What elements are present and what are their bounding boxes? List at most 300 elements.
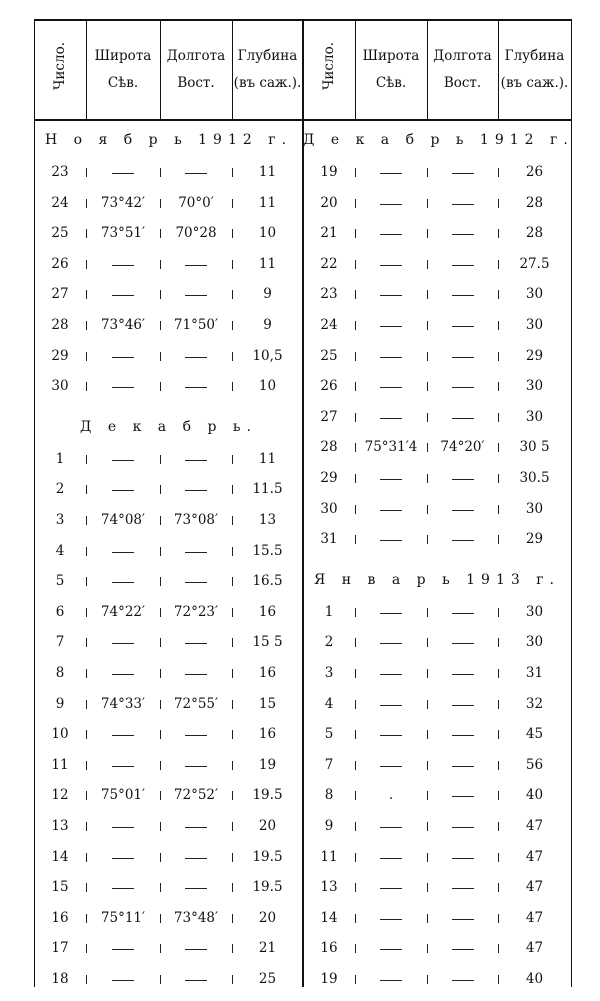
day-cell: 22 [320,255,338,272]
lon-empty-dash [452,705,474,706]
depth-cell: 13 [258,512,277,528]
lat-empty-dash [380,980,402,981]
day-cell: 29 [51,347,69,364]
day-cell: 7 [55,634,65,651]
lat-empty-dash [380,357,402,358]
column-tick [427,413,428,422]
day-cell: 7 [324,756,334,773]
depth-cell: 47 [525,818,544,834]
day-cell: 25 [320,347,338,364]
column-tick [427,352,428,361]
column-tick [498,413,499,422]
column-tick [498,761,499,770]
column-tick [232,455,233,464]
lon-empty-dash [452,827,474,828]
column-tick [86,853,87,862]
header-lat-line: Широта [94,48,152,64]
depth-cell: 30 [525,634,544,651]
column-tick [355,608,356,617]
column-tick [498,975,499,984]
lat-empty-dash [112,387,134,388]
column-tick [232,382,233,391]
lon-empty-dash [185,674,207,675]
lat-cell: . [388,787,394,804]
lat-empty-dash [112,173,134,174]
column-tick [232,485,233,494]
depth-cell: 11 [258,255,277,272]
day-cell: 29 [320,470,338,486]
lon-empty-dash [452,357,474,358]
column-tick [355,975,356,984]
column-tick [355,883,356,892]
lat-empty-dash [380,919,402,920]
day-cell: 1 [324,603,334,620]
lon-empty-dash [452,919,474,920]
month-heading: Я н в а р ь 1913 г. [313,571,560,588]
column-tick [427,914,428,923]
column-tick [355,382,356,391]
depth-cell: 30 [525,603,544,620]
column-tick [498,352,499,361]
column-tick [160,260,161,269]
header-column-rule [498,19,499,119]
column-tick [160,229,161,238]
depth-cell: 29 [525,347,544,364]
column-tick [427,791,428,800]
depth-cell: 20 [258,909,277,926]
day-cell: 10 [51,726,69,743]
lon-cell: 71°50′ [173,317,219,333]
column-tick [86,914,87,923]
lat-empty-dash [380,265,402,266]
column-tick [498,505,499,514]
column-tick [232,914,233,923]
depth-cell: 11 [258,450,277,467]
day-cell: 5 [324,726,334,743]
depth-cell: 19.5 [252,787,283,804]
column-tick [86,700,87,709]
column-tick [355,260,356,269]
lon-empty-dash [452,858,474,859]
column-tick [86,883,87,892]
depth-cell: 11 [258,164,277,180]
lat-cell: 74°33′ [100,695,146,712]
depth-cell: 40 [525,971,544,987]
day-cell: 13 [320,879,338,896]
depth-cell: 19.5 [252,879,283,896]
column-tick [86,168,87,177]
column-tick [498,883,499,892]
lon-empty-dash [452,479,474,480]
column-tick [498,382,499,391]
column-tick [355,944,356,953]
day-cell: 8 [324,787,334,804]
depth-cell: 30 5 [519,439,550,456]
lon-empty-dash [452,295,474,296]
depth-cell: 47 [525,909,544,926]
depth-cell: 30 [525,286,544,303]
column-tick [498,229,499,238]
column-tick [232,638,233,647]
day-cell: 4 [55,542,65,559]
depth-cell: 47 [525,879,544,896]
column-tick [427,321,428,330]
column-tick [232,547,233,556]
header-depth-line: Глубина [504,48,565,64]
day-cell: 25 [51,225,69,242]
column-tick [498,321,499,330]
day-cell: 14 [51,848,69,865]
day-cell: 2 [324,634,334,651]
column-tick [355,168,356,177]
column-tick [86,352,87,361]
header-depth-line: (въ саж.). [233,75,302,91]
lon-empty-dash [452,949,474,950]
column-tick [427,443,428,452]
lat-empty-dash [112,735,134,736]
lat-empty-dash [112,490,134,491]
day-cell: 1 [55,450,65,467]
column-tick [86,577,87,586]
depth-cell: 30.5 [519,470,550,486]
lat-cell: 75°01′ [100,787,146,804]
day-cell: 24 [51,194,69,211]
column-tick [232,669,233,678]
header-column-rule [427,19,428,119]
depth-cell: 28 [525,225,544,242]
column-tick [498,638,499,647]
column-tick [86,455,87,464]
column-tick [498,914,499,923]
lat-cell: 73°51′ [100,225,146,242]
lat-cell: 73°42′ [100,194,146,211]
depth-cell: 26 [525,164,544,180]
day-cell: 9 [324,818,334,834]
lon-empty-dash [452,265,474,266]
depth-cell: 40 [525,787,544,804]
depth-cell: 9 [263,286,272,303]
column-tick [427,608,428,617]
column-tick [355,352,356,361]
column-tick [355,853,356,862]
lat-empty-dash [380,540,402,541]
column-tick [355,822,356,831]
lon-empty-dash [452,888,474,889]
column-tick [355,791,356,800]
lat-empty-dash [380,479,402,480]
column-tick [232,761,233,770]
column-tick [427,474,428,483]
column-tick [86,321,87,330]
column-tick [498,730,499,739]
lon-empty-dash [185,858,207,859]
day-cell: 18 [51,971,69,987]
column-tick [232,608,233,617]
depth-cell: 29 [525,531,544,548]
depth-cell: 56 [525,756,544,773]
column-tick [427,822,428,831]
lon-empty-dash [185,173,207,174]
depth-cell: 16 [258,726,277,743]
day-cell: 28 [320,439,338,456]
lat-empty-dash [112,949,134,950]
header-lat-line: Широта [362,48,420,64]
column-tick [232,883,233,892]
lon-empty-dash [185,827,207,828]
column-tick [160,352,161,361]
column-tick [160,516,161,525]
depth-cell: 32 [525,695,544,712]
lon-empty-dash [185,265,207,266]
column-tick [498,199,499,208]
column-tick [427,199,428,208]
lon-empty-dash [452,418,474,419]
lat-cell: 75°11′ [100,909,146,926]
column-tick [232,700,233,709]
column-tick [427,883,428,892]
column-tick [86,669,87,678]
lon-empty-dash [452,766,474,767]
column-tick [86,516,87,525]
lat-empty-dash [380,827,402,828]
column-tick [355,638,356,647]
lat-empty-dash [380,949,402,950]
column-tick [427,168,428,177]
column-tick [160,485,161,494]
column-tick [498,535,499,544]
column-tick [355,199,356,208]
lon-empty-dash [185,643,207,644]
column-tick [355,761,356,770]
column-tick [498,700,499,709]
depth-cell: 28 [525,194,544,211]
lat-empty-dash [112,888,134,889]
column-tick [86,485,87,494]
depth-cell: 15.5 [252,542,283,559]
depth-cell: 47 [525,940,544,957]
lat-empty-dash [380,674,402,675]
column-tick [86,975,87,984]
column-tick [355,669,356,678]
day-cell: 4 [324,695,334,712]
day-cell: 12 [51,787,69,804]
month-heading: Н о я б р ь 1912 г. [44,132,293,148]
lat-empty-dash [380,858,402,859]
column-tick [160,199,161,208]
lat-empty-dash [112,766,134,767]
column-tick [160,853,161,862]
lat-empty-dash [112,357,134,358]
lat-cell: 74°22′ [100,603,146,620]
column-tick [86,199,87,208]
column-tick [160,791,161,800]
lon-empty-dash [185,295,207,296]
lon-empty-dash [185,735,207,736]
column-tick [498,669,499,678]
outer-rule [571,19,572,987]
lat-empty-dash [112,643,134,644]
column-tick [498,260,499,269]
column-tick [498,608,499,617]
day-cell: 14 [320,909,338,926]
day-cell: 26 [320,378,338,395]
column-tick [160,822,161,831]
column-tick [160,382,161,391]
lat-empty-dash [380,735,402,736]
column-tick [355,914,356,923]
lat-empty-dash [380,510,402,511]
day-cell: 9 [55,695,65,712]
lon-empty-dash [452,540,474,541]
column-tick [427,382,428,391]
lat-empty-dash [112,980,134,981]
depth-cell: 31 [525,665,544,681]
lon-cell: 70°28 [175,225,217,242]
depth-cell: 9 [263,317,272,333]
column-tick [232,290,233,299]
lat-empty-dash [112,858,134,859]
column-tick [498,791,499,800]
header-lat-line: Сѣв. [375,75,407,91]
column-tick [498,290,499,299]
column-tick [160,700,161,709]
day-cell: 21 [320,225,338,242]
header-lon-line: Вост. [177,75,215,91]
column-tick [232,577,233,586]
day-cell: 28 [51,317,69,333]
column-tick [160,730,161,739]
lat-empty-dash [380,387,402,388]
lat-empty-dash [112,827,134,828]
header-day-label: Число. [321,42,337,90]
lat-empty-dash [380,173,402,174]
column-tick [160,290,161,299]
column-tick [160,669,161,678]
depth-cell: 10,5 [252,347,283,364]
column-tick [86,260,87,269]
lon-empty-dash [185,582,207,583]
lon-empty-dash [185,460,207,461]
column-tick [160,547,161,556]
lon-cell: 73°48′ [173,909,219,926]
month-heading: Д е к а б р ь. [80,418,257,435]
header-column-rule [160,19,161,119]
depth-cell: 19 [258,756,277,773]
day-cell: 3 [55,512,65,528]
month-heading: Д е к а б р ь 1912 г. [303,132,574,148]
column-tick [160,944,161,953]
header-lon-line: Вост. [443,75,482,91]
day-cell: 19 [320,971,338,987]
day-cell: 23 [320,286,338,303]
column-tick [160,455,161,464]
column-tick [232,352,233,361]
lat-empty-dash [112,295,134,296]
lon-empty-dash [452,326,474,327]
day-cell: 6 [55,603,65,620]
lon-cell: 73°08′ [173,512,219,528]
depth-cell: 47 [525,848,544,865]
column-tick [160,761,161,770]
day-cell: 19 [320,164,338,180]
column-tick [160,638,161,647]
day-cell: 11 [320,848,338,865]
lat-empty-dash [112,265,134,266]
column-tick [355,730,356,739]
header-lon-line: Долгота [166,48,226,64]
column-tick [86,944,87,953]
column-tick [427,260,428,269]
column-tick [86,638,87,647]
header-lon-line: Долгота [433,48,492,64]
column-tick [355,229,356,238]
day-cell: 8 [55,665,65,681]
column-tick [498,474,499,483]
depth-cell: 15 [258,695,277,712]
depth-cell: 27.5 [519,255,550,272]
lat-empty-dash [380,234,402,235]
depth-cell: 10 [258,225,277,242]
column-tick [355,474,356,483]
depth-cell: 25 [258,971,277,987]
column-tick [355,443,356,452]
lon-cell: 70°0′ [178,194,214,211]
header-column-rule [355,19,356,119]
day-cell: 13 [51,818,69,834]
lon-empty-dash [452,387,474,388]
depth-cell: 20 [258,818,277,834]
day-cell: 27 [320,408,338,425]
day-cell: 23 [51,164,69,180]
column-tick [355,321,356,330]
lon-cell: 72°52′ [173,787,219,804]
column-tick [498,822,499,831]
lon-empty-dash [185,888,207,889]
column-tick [86,791,87,800]
lon-empty-dash [452,173,474,174]
lon-empty-dash [452,980,474,981]
lat-empty-dash [112,552,134,553]
lon-empty-dash [185,552,207,553]
day-cell: 30 [51,378,69,395]
depth-cell: 11 [258,194,277,211]
column-tick [498,944,499,953]
header-column-rule [86,19,87,119]
day-cell: 16 [51,909,69,926]
column-tick [427,944,428,953]
column-tick [355,505,356,514]
column-tick [232,321,233,330]
column-tick [232,260,233,269]
depth-cell: 45 [525,726,544,743]
lon-empty-dash [452,796,474,797]
column-tick [232,229,233,238]
column-tick [232,168,233,177]
lon-empty-dash [185,490,207,491]
lat-empty-dash [380,643,402,644]
lat-empty-dash [380,326,402,327]
column-tick [160,914,161,923]
column-tick [498,168,499,177]
depth-cell: 30 [525,378,544,395]
column-tick [86,822,87,831]
lat-empty-dash [112,460,134,461]
day-cell: 2 [55,481,65,498]
column-tick [427,638,428,647]
header-day-label: Число. [52,42,68,90]
lon-empty-dash [452,674,474,675]
lat-cell: 73°46′ [100,317,146,333]
